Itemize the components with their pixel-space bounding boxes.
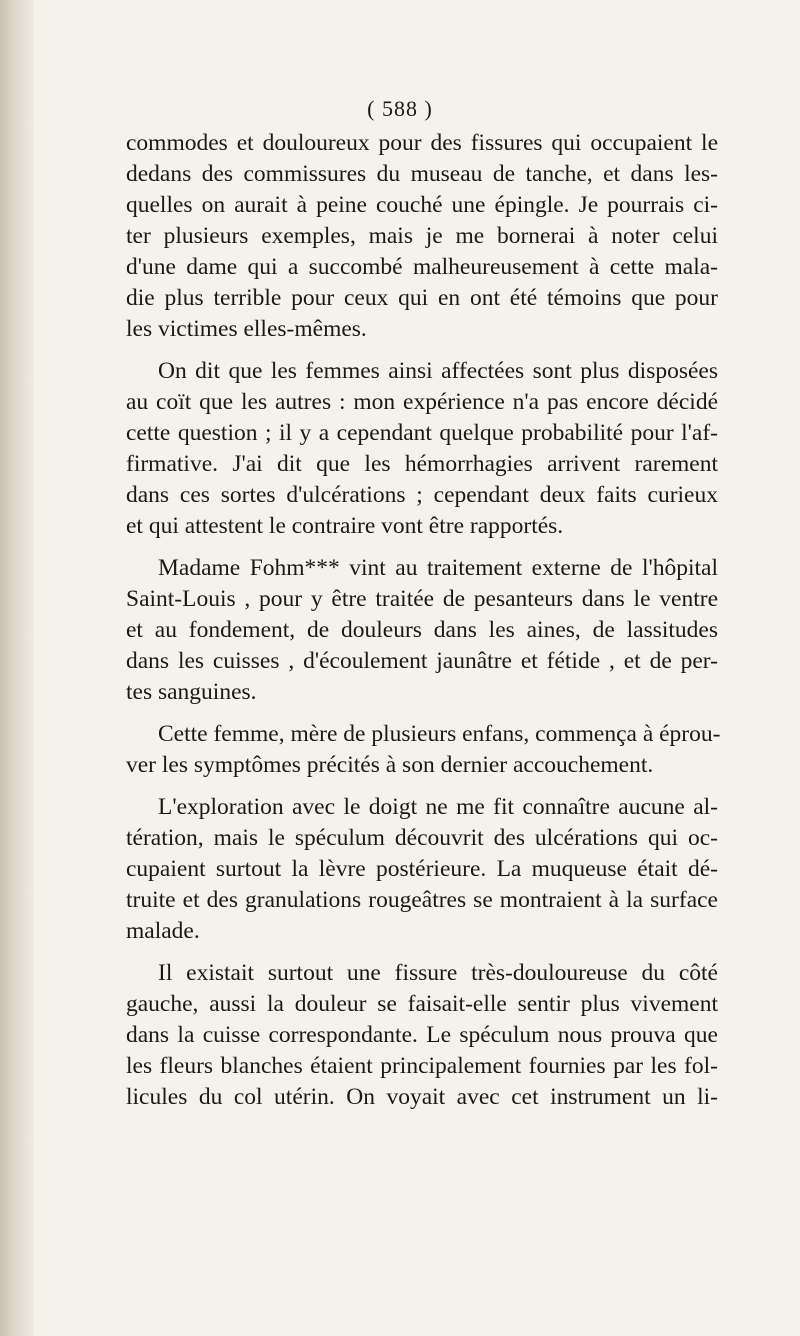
text-line: cupaient surtout la lèvre postérieure. La muqueuse était dé-: [126, 856, 718, 882]
text-line: et au fondement, de douleurs dans les aines, de lassitudes: [126, 617, 718, 643]
text-line: dans la cuisse correspondante. Le spéculum nous prouva que: [126, 1022, 718, 1048]
paragraph-6: [126, 958, 718, 1113]
text-line: licules du col utérin. On voyait avec cet instrument un li-: [126, 1084, 718, 1110]
text-line: tération, mais le spéculum découvrit des ulcérations qui oc-: [126, 825, 718, 851]
text-line: cette question ; il y a cependant quelque probabilité pour l'af-: [126, 420, 718, 446]
paragraph-4: [126, 719, 721, 781]
text-line: les victimes elles-mêmes.: [126, 316, 367, 342]
body-text: [126, 128, 721, 1124]
text-line: ver les symptômes précités à son dernier accouchement.: [126, 752, 654, 778]
text-line: les fleurs blanches étaient principalement fournies par les fol-: [126, 1053, 718, 1079]
text-line: dans ces sortes d'ulcérations ; cependant deux faits curieux: [126, 482, 718, 508]
text-line: Cette femme, mère de plusieurs enfans, commença à éprou-: [158, 721, 721, 747]
text-line: dedans des commissures du museau de tanche, et dans les-: [126, 161, 718, 187]
text-line: L'exploration avec le doigt ne me fit connaître aucune al-: [158, 794, 718, 820]
page-number: ( 588 ): [367, 96, 433, 121]
paragraph-5: [126, 792, 718, 947]
paragraph-2: [126, 356, 718, 542]
text-line: Il existait surtout une fissure très-douloureuse du côté: [158, 960, 718, 986]
text-line: truite et des granulations rougeâtres se montraient à la surface: [126, 887, 718, 913]
text-line: ter plusieurs exemples, mais je me bornerai à noter celui: [126, 223, 718, 249]
text-line: et qui attestent le contraire vont être rapportés.: [126, 513, 564, 539]
paragraph-1: [126, 128, 718, 345]
text-line: dans les cuisses , d'écoulement jaunâtre et fétide , et de per-: [126, 648, 718, 674]
text-line: d'une dame qui a succombé malheureusement à cette mala-: [126, 254, 718, 280]
text-line: commodes et douloureux pour des fissures qui occupaient le: [126, 130, 718, 156]
text-line: au coït que les autres : mon expérience n'a pas encore décidé: [126, 389, 718, 415]
text-line: quelles on aurait à peine couché une épingle. Je pourrais ci-: [126, 192, 718, 218]
text-line: On dit que les femmes ainsi affectées sont plus disposées: [158, 358, 718, 384]
text-line: tes sanguines.: [126, 679, 257, 705]
text-line: firmative. J'ai dit que les hémorrhagies arrivent rarement: [126, 451, 718, 477]
binding-shadow: [0, 0, 34, 1336]
text-line: die plus terrible pour ceux qui en ont été témoins que pour: [126, 285, 718, 311]
text-line: Saint-Louis , pour y être traitée de pesanteurs dans le ventre: [126, 586, 718, 612]
paragraph-3: [126, 553, 718, 708]
text-line: Madame Fohm*** vint au traitement externe de l'hôpital: [158, 555, 718, 581]
text-line: malade.: [126, 918, 200, 944]
text-line: gauche, aussi la douleur se faisait-elle sentir plus vivement: [126, 991, 718, 1017]
